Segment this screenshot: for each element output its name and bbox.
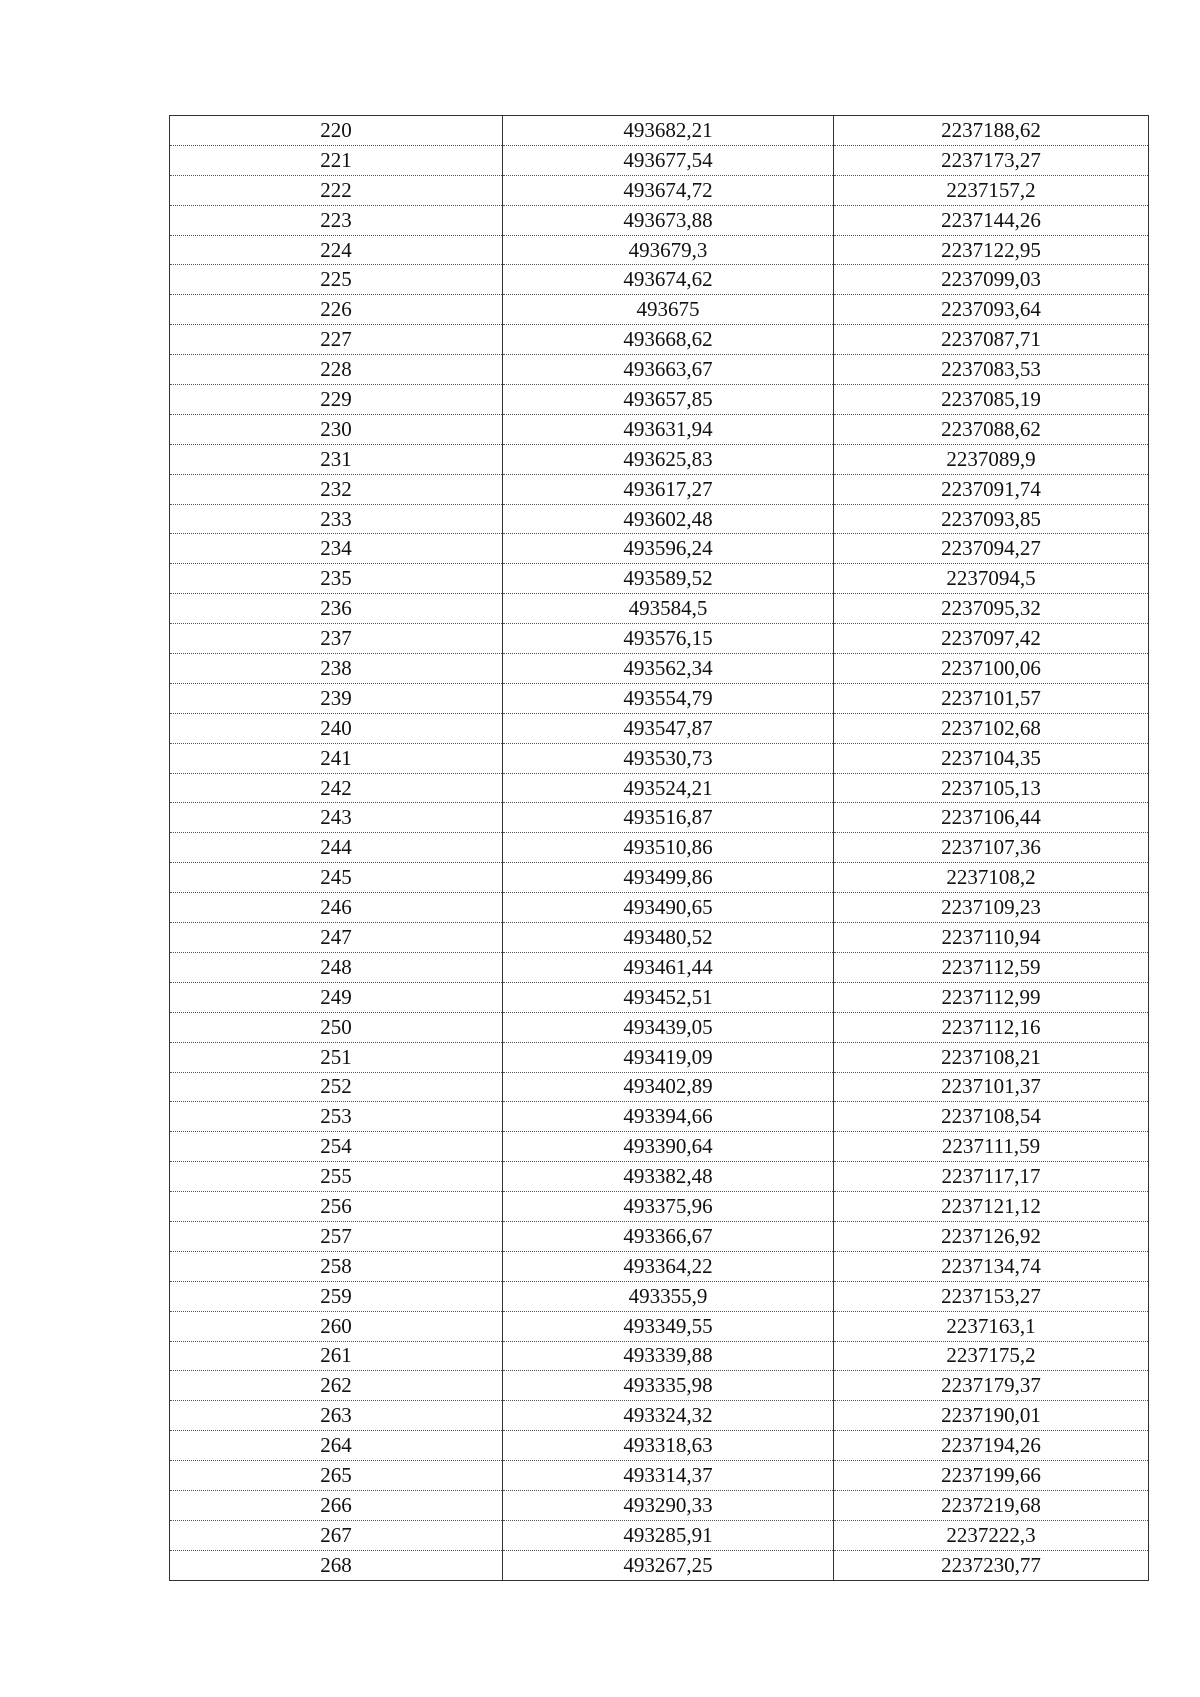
table-row: [170, 116, 1149, 146]
y-coordinate-cell: 2237222,3: [834, 1520, 1149, 1550]
x-coordinate-cell: 493516,87: [503, 803, 834, 833]
x-coordinate-cell: 493335,98: [503, 1371, 834, 1401]
table-row: [170, 385, 1149, 415]
point-number-cell: 246: [170, 893, 503, 923]
x-coordinate-cell: 493668,62: [503, 325, 834, 355]
x-coordinate-cell: 493480,52: [503, 923, 834, 953]
coordinates-table-body: [170, 116, 1149, 1581]
x-coordinate-cell: 493318,63: [503, 1431, 834, 1461]
point-number-cell: 244: [170, 833, 503, 863]
y-coordinate-cell: 2237102,68: [834, 713, 1149, 743]
table-row: [170, 1102, 1149, 1132]
point-number-cell: 234: [170, 534, 503, 564]
table-row: [170, 952, 1149, 982]
table-row: [170, 773, 1149, 803]
table-row: [170, 923, 1149, 953]
y-coordinate-cell: 2237095,32: [834, 594, 1149, 624]
x-coordinate-cell: 493290,33: [503, 1490, 834, 1520]
x-coordinate-cell: 493524,21: [503, 773, 834, 803]
point-number-cell: 265: [170, 1461, 503, 1491]
table-row: [170, 1431, 1149, 1461]
table-row: [170, 803, 1149, 833]
point-number-cell: 225: [170, 265, 503, 295]
y-coordinate-cell: 2237109,23: [834, 893, 1149, 923]
x-coordinate-cell: 493390,64: [503, 1132, 834, 1162]
point-number-cell: 247: [170, 923, 503, 953]
point-number-cell: 239: [170, 683, 503, 713]
x-coordinate-cell: 493382,48: [503, 1162, 834, 1192]
point-number-cell: 253: [170, 1102, 503, 1132]
x-coordinate-cell: 493617,27: [503, 474, 834, 504]
y-coordinate-cell: 2237188,62: [834, 116, 1149, 146]
table-row: [170, 1311, 1149, 1341]
point-number-cell: 261: [170, 1341, 503, 1371]
table-row: [170, 1520, 1149, 1550]
table-row: [170, 833, 1149, 863]
y-coordinate-cell: 2237121,12: [834, 1192, 1149, 1222]
y-coordinate-cell: 2237101,57: [834, 683, 1149, 713]
table-row: [170, 1042, 1149, 1072]
y-coordinate-cell: 2237083,53: [834, 355, 1149, 385]
x-coordinate-cell: 493499,86: [503, 863, 834, 893]
y-coordinate-cell: 2237112,59: [834, 952, 1149, 982]
x-coordinate-cell: 493547,87: [503, 713, 834, 743]
table-row: [170, 295, 1149, 325]
table-row: [170, 1162, 1149, 1192]
y-coordinate-cell: 2237112,99: [834, 982, 1149, 1012]
point-number-cell: 233: [170, 504, 503, 534]
table-row: [170, 205, 1149, 235]
table-row: [170, 534, 1149, 564]
point-number-cell: 226: [170, 295, 503, 325]
y-coordinate-cell: 2237107,36: [834, 833, 1149, 863]
y-coordinate-cell: 2237093,85: [834, 504, 1149, 534]
x-coordinate-cell: 493673,88: [503, 205, 834, 235]
table-row: [170, 713, 1149, 743]
point-number-cell: 251: [170, 1042, 503, 1072]
y-coordinate-cell: 2237106,44: [834, 803, 1149, 833]
x-coordinate-cell: 493364,22: [503, 1251, 834, 1281]
y-coordinate-cell: 2237108,54: [834, 1102, 1149, 1132]
y-coordinate-cell: 2237122,95: [834, 235, 1149, 265]
point-number-cell: 249: [170, 982, 503, 1012]
point-number-cell: 243: [170, 803, 503, 833]
y-coordinate-cell: 2237219,68: [834, 1490, 1149, 1520]
x-coordinate-cell: 493267,25: [503, 1550, 834, 1580]
table-row: [170, 594, 1149, 624]
y-coordinate-cell: 2237110,94: [834, 923, 1149, 953]
x-coordinate-cell: 493657,85: [503, 385, 834, 415]
point-number-cell: 259: [170, 1281, 503, 1311]
x-coordinate-cell: 493663,67: [503, 355, 834, 385]
point-number-cell: 256: [170, 1192, 503, 1222]
point-number-cell: 235: [170, 564, 503, 594]
point-number-cell: 262: [170, 1371, 503, 1401]
x-coordinate-cell: 493530,73: [503, 743, 834, 773]
point-number-cell: 242: [170, 773, 503, 803]
point-number-cell: 254: [170, 1132, 503, 1162]
table-row: [170, 325, 1149, 355]
table-row: [170, 683, 1149, 713]
y-coordinate-cell: 2237094,27: [834, 534, 1149, 564]
y-coordinate-cell: 2237100,06: [834, 654, 1149, 684]
table-row: [170, 564, 1149, 594]
table-row: [170, 1221, 1149, 1251]
y-coordinate-cell: 2237087,71: [834, 325, 1149, 355]
table-row: [170, 175, 1149, 205]
table-row: [170, 145, 1149, 175]
x-coordinate-cell: 493625,83: [503, 444, 834, 474]
table-row: [170, 654, 1149, 684]
table-row: [170, 504, 1149, 534]
point-number-cell: 237: [170, 624, 503, 654]
table-row: [170, 1132, 1149, 1162]
y-coordinate-cell: 2237088,62: [834, 414, 1149, 444]
x-coordinate-cell: 493285,91: [503, 1520, 834, 1550]
x-coordinate-cell: 493461,44: [503, 952, 834, 982]
x-coordinate-cell: 493677,54: [503, 145, 834, 175]
x-coordinate-cell: 493510,86: [503, 833, 834, 863]
x-coordinate-cell: 493355,9: [503, 1281, 834, 1311]
table-row: [170, 355, 1149, 385]
point-number-cell: 245: [170, 863, 503, 893]
point-number-cell: 248: [170, 952, 503, 982]
table-row: [170, 893, 1149, 923]
y-coordinate-cell: 2237093,64: [834, 295, 1149, 325]
table-row: [170, 1341, 1149, 1371]
y-coordinate-cell: 2237091,74: [834, 474, 1149, 504]
point-number-cell: 241: [170, 743, 503, 773]
y-coordinate-cell: 2237105,13: [834, 773, 1149, 803]
x-coordinate-cell: 493314,37: [503, 1461, 834, 1491]
table-row: [170, 1490, 1149, 1520]
x-coordinate-cell: 493375,96: [503, 1192, 834, 1222]
point-number-cell: 224: [170, 235, 503, 265]
y-coordinate-cell: 2237126,92: [834, 1221, 1149, 1251]
y-coordinate-cell: 2237099,03: [834, 265, 1149, 295]
x-coordinate-cell: 493349,55: [503, 1311, 834, 1341]
x-coordinate-cell: 493366,67: [503, 1221, 834, 1251]
x-coordinate-cell: 493589,52: [503, 564, 834, 594]
x-coordinate-cell: 493394,66: [503, 1102, 834, 1132]
x-coordinate-cell: 493675: [503, 295, 834, 325]
x-coordinate-cell: 493584,5: [503, 594, 834, 624]
x-coordinate-cell: 493554,79: [503, 683, 834, 713]
table-row: [170, 743, 1149, 773]
point-number-cell: 228: [170, 355, 503, 385]
table-row: [170, 1251, 1149, 1281]
y-coordinate-cell: 2237199,66: [834, 1461, 1149, 1491]
x-coordinate-cell: 493679,3: [503, 235, 834, 265]
y-coordinate-cell: 2237153,27: [834, 1281, 1149, 1311]
x-coordinate-cell: 493490,65: [503, 893, 834, 923]
table-row: [170, 265, 1149, 295]
point-number-cell: 223: [170, 205, 503, 235]
point-number-cell: 222: [170, 175, 503, 205]
x-coordinate-cell: 493682,21: [503, 116, 834, 146]
table-row: [170, 1281, 1149, 1311]
y-coordinate-cell: 2237108,21: [834, 1042, 1149, 1072]
point-number-cell: 267: [170, 1520, 503, 1550]
table-row: [170, 863, 1149, 893]
point-number-cell: 252: [170, 1072, 503, 1102]
point-number-cell: 227: [170, 325, 503, 355]
coordinates-table: [169, 115, 1149, 1581]
point-number-cell: 240: [170, 713, 503, 743]
y-coordinate-cell: 2237190,01: [834, 1401, 1149, 1431]
x-coordinate-cell: 493562,34: [503, 654, 834, 684]
table-row: [170, 1550, 1149, 1580]
point-number-cell: 266: [170, 1490, 503, 1520]
y-coordinate-cell: 2237173,27: [834, 145, 1149, 175]
y-coordinate-cell: 2237094,5: [834, 564, 1149, 594]
table-row: [170, 474, 1149, 504]
x-coordinate-cell: 493439,05: [503, 1012, 834, 1042]
point-number-cell: 263: [170, 1401, 503, 1431]
point-number-cell: 236: [170, 594, 503, 624]
table-row: [170, 444, 1149, 474]
x-coordinate-cell: 493674,72: [503, 175, 834, 205]
y-coordinate-cell: 2237089,9: [834, 444, 1149, 474]
y-coordinate-cell: 2237117,17: [834, 1162, 1149, 1192]
table-row: [170, 982, 1149, 1012]
point-number-cell: 220: [170, 116, 503, 146]
y-coordinate-cell: 2237157,2: [834, 175, 1149, 205]
y-coordinate-cell: 2237108,2: [834, 863, 1149, 893]
point-number-cell: 221: [170, 145, 503, 175]
x-coordinate-cell: 493602,48: [503, 504, 834, 534]
point-number-cell: 257: [170, 1221, 503, 1251]
y-coordinate-cell: 2237144,26: [834, 205, 1149, 235]
x-coordinate-cell: 493324,32: [503, 1401, 834, 1431]
point-number-cell: 230: [170, 414, 503, 444]
y-coordinate-cell: 2237111,59: [834, 1132, 1149, 1162]
point-number-cell: 268: [170, 1550, 503, 1580]
x-coordinate-cell: 493452,51: [503, 982, 834, 1012]
y-coordinate-cell: 2237175,2: [834, 1341, 1149, 1371]
table-row: [170, 1401, 1149, 1431]
table-row: [170, 414, 1149, 444]
table-row: [170, 1461, 1149, 1491]
point-number-cell: 255: [170, 1162, 503, 1192]
x-coordinate-cell: 493674,62: [503, 265, 834, 295]
point-number-cell: 250: [170, 1012, 503, 1042]
table-row: [170, 1012, 1149, 1042]
table-row: [170, 1192, 1149, 1222]
point-number-cell: 258: [170, 1251, 503, 1281]
y-coordinate-cell: 2237101,37: [834, 1072, 1149, 1102]
y-coordinate-cell: 2237194,26: [834, 1431, 1149, 1461]
y-coordinate-cell: 2237104,35: [834, 743, 1149, 773]
y-coordinate-cell: 2237179,37: [834, 1371, 1149, 1401]
x-coordinate-cell: 493419,09: [503, 1042, 834, 1072]
point-number-cell: 232: [170, 474, 503, 504]
x-coordinate-cell: 493339,88: [503, 1341, 834, 1371]
point-number-cell: 238: [170, 654, 503, 684]
x-coordinate-cell: 493631,94: [503, 414, 834, 444]
table-row: [170, 624, 1149, 654]
point-number-cell: 231: [170, 444, 503, 474]
y-coordinate-cell: 2237097,42: [834, 624, 1149, 654]
y-coordinate-cell: 2237085,19: [834, 385, 1149, 415]
point-number-cell: 264: [170, 1431, 503, 1461]
y-coordinate-cell: 2237134,74: [834, 1251, 1149, 1281]
table-row: [170, 1371, 1149, 1401]
point-number-cell: 229: [170, 385, 503, 415]
table-row: [170, 1072, 1149, 1102]
y-coordinate-cell: 2237230,77: [834, 1550, 1149, 1580]
y-coordinate-cell: 2237112,16: [834, 1012, 1149, 1042]
y-coordinate-cell: 2237163,1: [834, 1311, 1149, 1341]
table-row: [170, 235, 1149, 265]
x-coordinate-cell: 493402,89: [503, 1072, 834, 1102]
x-coordinate-cell: 493576,15: [503, 624, 834, 654]
point-number-cell: 260: [170, 1311, 503, 1341]
x-coordinate-cell: 493596,24: [503, 534, 834, 564]
